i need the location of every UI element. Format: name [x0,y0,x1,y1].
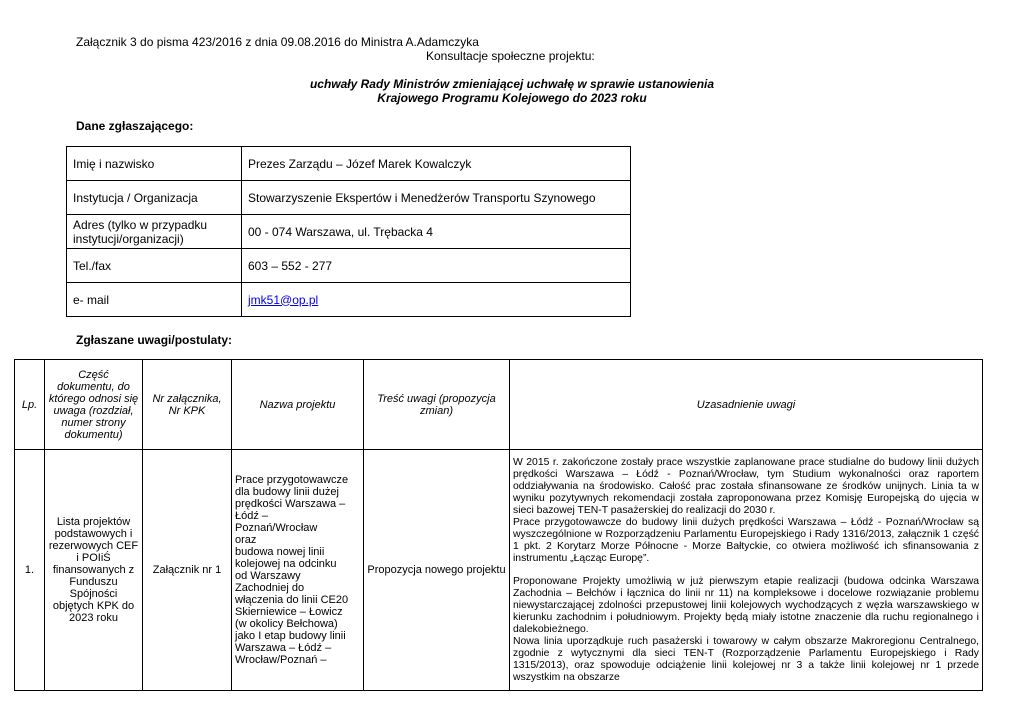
address-label: Adres (tylko w przypadku instytucji/organizacji) [67,215,242,249]
project-name-line: Warszawa – Łódź – [235,642,332,654]
col-header-remark-content: Treść uwagi (propozycja zmian) [364,360,510,450]
justification-paragraph: Nowa linia uporządkuje ruch pasażerski i towarowy w całym obszarze Makroregionu Centralnego, zgodnie z wytycznymi dla sieci TEN-T (Rozporządzenie Parlamentu Europejskiego i Rady 1315/2013), oraz spowoduje odciążenie linii kolejowej nr 3 a także linii kolejowej nr 1 przede wszystkim na obszarze [513,635,979,683]
row-attachment-no: Załącznik nr 1 [143,450,232,691]
attachment-line: Załącznik 3 do pisma 423/2016 z dnia 09.08.2016 do Ministra A.Adamczyka [76,35,479,49]
project-name-line: Prace przygotowawcze [235,474,349,486]
email-label: e- mail [67,283,242,317]
project-name-line: (w okolicy Bełchowa) [235,618,338,630]
organization-value: Stowarzyszenie Ekspertów i Menedżerów Transportu Szynowego [242,181,631,215]
project-name-line: jako I etap budowy linii [235,630,346,642]
project-name-line: Wrocław/Poznań – [235,654,327,666]
name-value: Prezes Zarządu – Józef Marek Kowalczyk [242,147,631,181]
remarks-table [14,359,983,691]
project-name-line: oraz [235,534,257,546]
project-name-line: Zachodniej do [235,582,305,594]
project-name-line: Poznań/Wrocław [235,522,318,534]
phone-label: Tel./fax [67,249,242,283]
email-link[interactable]: jmk51@op.pl [248,292,319,307]
table-row [67,215,631,249]
name-label: Imię i nazwisko [67,147,242,181]
paragraph-gap [513,565,979,576]
table-row [15,450,983,691]
row-lp: 1. [15,450,45,691]
phone-value: 603 – 552 - 277 [242,249,631,283]
title-line-2: Krajowego Programu Kolejowego do 2023 roku [377,91,647,105]
table-header-row [15,360,983,450]
project-name-line: włączenia do linii CE20 [235,594,349,606]
project-name-line: od Warszawy [235,570,301,582]
table-row [67,249,631,283]
row-justification [510,450,983,691]
col-header-project-name: Nazwa projektu [232,360,364,450]
col-header-lp: Lp. [15,360,45,450]
row-project-name [232,450,364,691]
justification-paragraph: Prace przygotowawcze do budowy linii dużych prędkości Warszawa – Łódź - Poznań/Wrocław są wyszczególnione w Rozporządzeniu Parlamentu Europejskiego i Rady 1316/2013, załącznik 1 część 1 pkt. 2 Korytarz Morze Północne - Morze Bałtyckie, co otwiera możliwość ich sfinansowania z instrumentu „Łącząc Europę”. [513,516,979,564]
col-header-attachment-no: Nr załącznika, Nr KPK [143,360,232,450]
project-name-line: kolejowej na odcinku [235,558,337,570]
project-name-line: prędkości Warszawa – [235,498,346,510]
title-line-1: uchwały Rady Ministrów zmieniającej uchwałę w sprawie ustanowienia [309,77,715,91]
row-remark-content: Propozycja nowego projektu [364,450,510,691]
justification-paragraph: W 2015 r. zakończone zostały prace wszystkie zaplanowane prace studialne do budowy linii dużych prędkości Warszawa – Łódź - Poznań/Wrocław, tym Studium wykonalności oraz raportem oddziaływania na środowisko. Całość prac została sfinansowane ze środków unijnych. Linia ta w wyniku pozytywnych rekomendacji została zaproponowana przez Komisję Europejską do ujęcia w sieci bazowej TEN-T pasażerskiej do realizacji do 2030 r. [513,456,979,516]
table-row [67,283,631,317]
row-part: Lista projektów podstawowych i rezerwowych CEF i POIiŚ finansowanych z Funduszu Spójności objętych KPK do 2023 roku [45,450,143,691]
applicant-section-label: Dane zgłaszającego: [76,119,194,133]
table-row [67,147,631,181]
col-header-justification: Uzasadnienie uwagi [510,360,983,450]
applicant-table [66,146,631,317]
address-value: 00 - 074 Warszawa, ul. Trębacka 4 [242,215,631,249]
project-name-line: Łódź – [235,510,269,522]
project-name-line: dla budowy linii dużej [235,486,339,498]
email-value-cell [242,283,631,317]
organization-label: Instytucja / Organizacja [67,181,242,215]
col-header-part: Część dokumentu, do którego odnosi się uwaga (rozdział, numer strony dokumentu) [45,360,143,450]
project-name-line: budowa nowej linii [235,546,325,558]
consultation-line: Konsultacje społeczne projektu: [426,49,595,63]
project-name-line: Skierniewice – Łowicz [235,606,343,618]
remarks-section-label: Zgłaszane uwagi/postulaty: [76,333,233,347]
table-row [67,181,631,215]
justification-paragraph: Proponowane Projekty umożliwią w już pierwszym etapie realizacji (budowa odcinka Warszawa Zachodnia – Bełchów i łącznica do linii nr 11) na kompleksowe i docelowe rozwiązanie problemu niewystarczającej zdolności przepustowej linii kolejowych wychodzących z węzła warszawskiego w kierunku zachodnim i południowym. Projekty będą miały istotne znaczenie dla ruchu regionalnego i dalekobieżnego. [513,575,979,635]
